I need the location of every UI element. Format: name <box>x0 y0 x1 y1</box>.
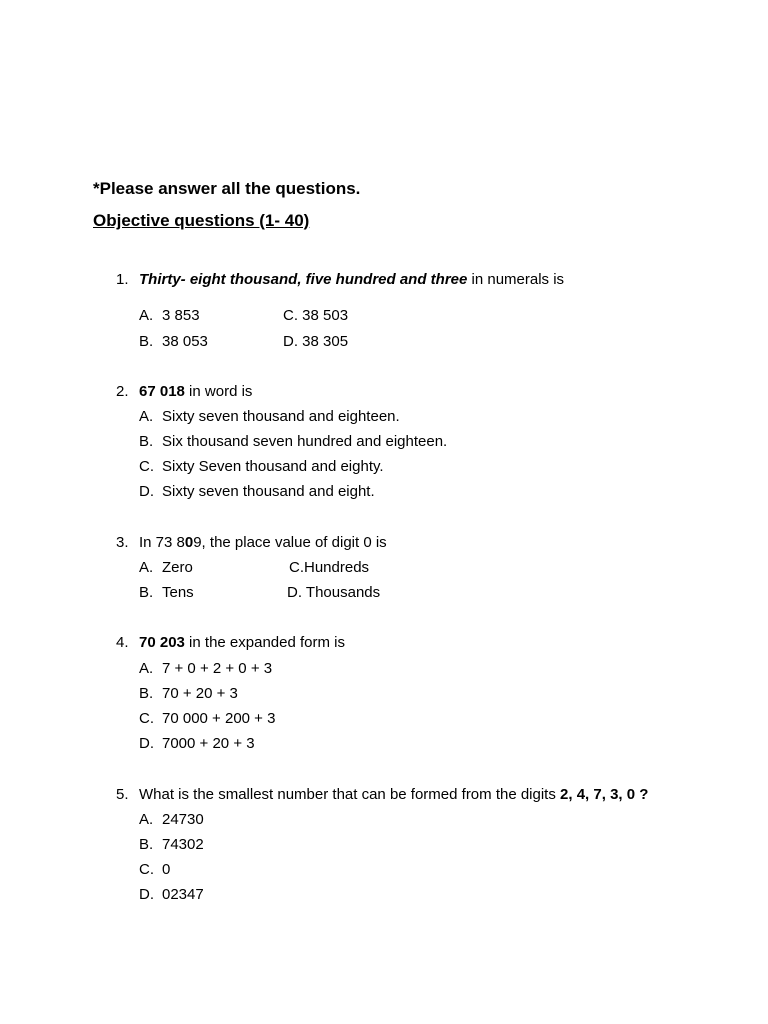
option-text: Thousands <box>305 584 381 601</box>
option-d <box>139 735 255 753</box>
question-number: 5. <box>116 786 129 803</box>
option-text: 38 305 <box>302 333 349 350</box>
question-5 <box>116 786 648 804</box>
question-1 <box>116 271 564 289</box>
question-number: 4. <box>116 634 129 651</box>
option-a <box>139 307 200 325</box>
option-letter: A. <box>139 559 154 576</box>
option-text: 3 853 <box>162 307 200 324</box>
option-c <box>139 710 275 728</box>
option-letter: A. <box>139 660 154 677</box>
option-letter: D. <box>139 735 154 752</box>
option-text: Sixty seven thousand and eighteen. <box>162 408 400 425</box>
question-stem-emphasis: Thirty- eight thousand, five hundred and three <box>139 271 468 288</box>
option-letter: C. <box>139 861 154 878</box>
option-a <box>139 811 204 829</box>
option-letter: D. <box>283 333 298 350</box>
option-b <box>139 584 194 602</box>
option-letter: A. <box>139 811 154 828</box>
question-number: 3. <box>116 534 129 551</box>
question-number: 1. <box>116 271 129 288</box>
question-number: 2. <box>116 383 129 400</box>
question-stem-emphasis: 67 018 <box>139 383 185 400</box>
question-stem-emphasis: 0 <box>184 534 194 551</box>
section-title: Objective questions (1- 40) <box>93 211 310 230</box>
option-letter: D. <box>139 886 154 903</box>
question-stem: What is the smallest number that can be formed from the digits <box>139 786 561 803</box>
option-letter: D. <box>139 483 154 500</box>
question-2 <box>116 383 252 401</box>
option-letter: B. <box>139 584 154 601</box>
option-letter: A. <box>139 307 154 324</box>
option-b <box>139 836 204 854</box>
option-letter: B. <box>139 836 154 853</box>
option-text: 74302 <box>162 836 204 853</box>
option-text: Sixty Seven thousand and eighty. <box>162 458 384 475</box>
option-letter: C. <box>139 458 154 475</box>
option-letter: B. <box>139 685 154 702</box>
option-text: Sixty seven thousand and eight. <box>162 483 375 500</box>
option-letter: A. <box>139 408 154 425</box>
option-letter: B. <box>139 433 154 450</box>
option-text: 7000 + 20 + 3 <box>162 735 255 752</box>
option-d <box>139 483 375 501</box>
option-text: 24730 <box>162 811 204 828</box>
question-stem: In 73 8 <box>139 534 185 551</box>
option-letter: C. <box>139 710 154 727</box>
option-text: 7 + 0 + 2 + 0 + 3 <box>162 660 273 677</box>
option-text: 0 <box>162 861 171 878</box>
option-text: C.Hundreds <box>289 559 370 576</box>
option-letter: C. <box>283 307 298 324</box>
option-b <box>139 333 208 351</box>
option-text: 02347 <box>162 886 204 903</box>
option-a <box>139 408 400 426</box>
question-stem: in the expanded form is <box>184 634 345 651</box>
question-stem-emphasis: 70 203 <box>139 634 185 651</box>
option-a <box>139 559 193 577</box>
option-c <box>283 307 348 325</box>
option-text: Six thousand seven hundred and eighteen. <box>162 433 448 450</box>
question-4 <box>116 634 345 652</box>
option-text: Tens <box>162 584 194 601</box>
option-d <box>287 584 380 602</box>
option-text: Zero <box>162 559 193 576</box>
option-text: 38 053 <box>162 333 208 350</box>
option-c <box>139 861 170 879</box>
option-d <box>283 333 348 351</box>
option-text: 70 + 20 + 3 <box>162 685 238 702</box>
option-a <box>139 660 272 678</box>
question-stem-emphasis: 2, 4, 7, 3, 0 ? <box>560 786 649 803</box>
option-text: 38 503 <box>302 307 349 324</box>
option-b <box>139 685 238 703</box>
option-c <box>289 559 369 577</box>
question-stem: in word is <box>184 383 253 400</box>
question-3 <box>116 534 387 552</box>
option-d <box>139 886 204 904</box>
question-stem: 9, the place value of digit 0 is <box>193 534 387 551</box>
option-c <box>139 458 384 476</box>
question-stem: in numerals is <box>467 271 565 288</box>
option-letter: B. <box>139 333 154 350</box>
option-b <box>139 433 447 451</box>
instruction-text: *Please answer all the questions. <box>93 179 361 198</box>
option-letter: D. <box>287 584 302 601</box>
option-text: 70 000 + 200 + 3 <box>162 710 276 727</box>
